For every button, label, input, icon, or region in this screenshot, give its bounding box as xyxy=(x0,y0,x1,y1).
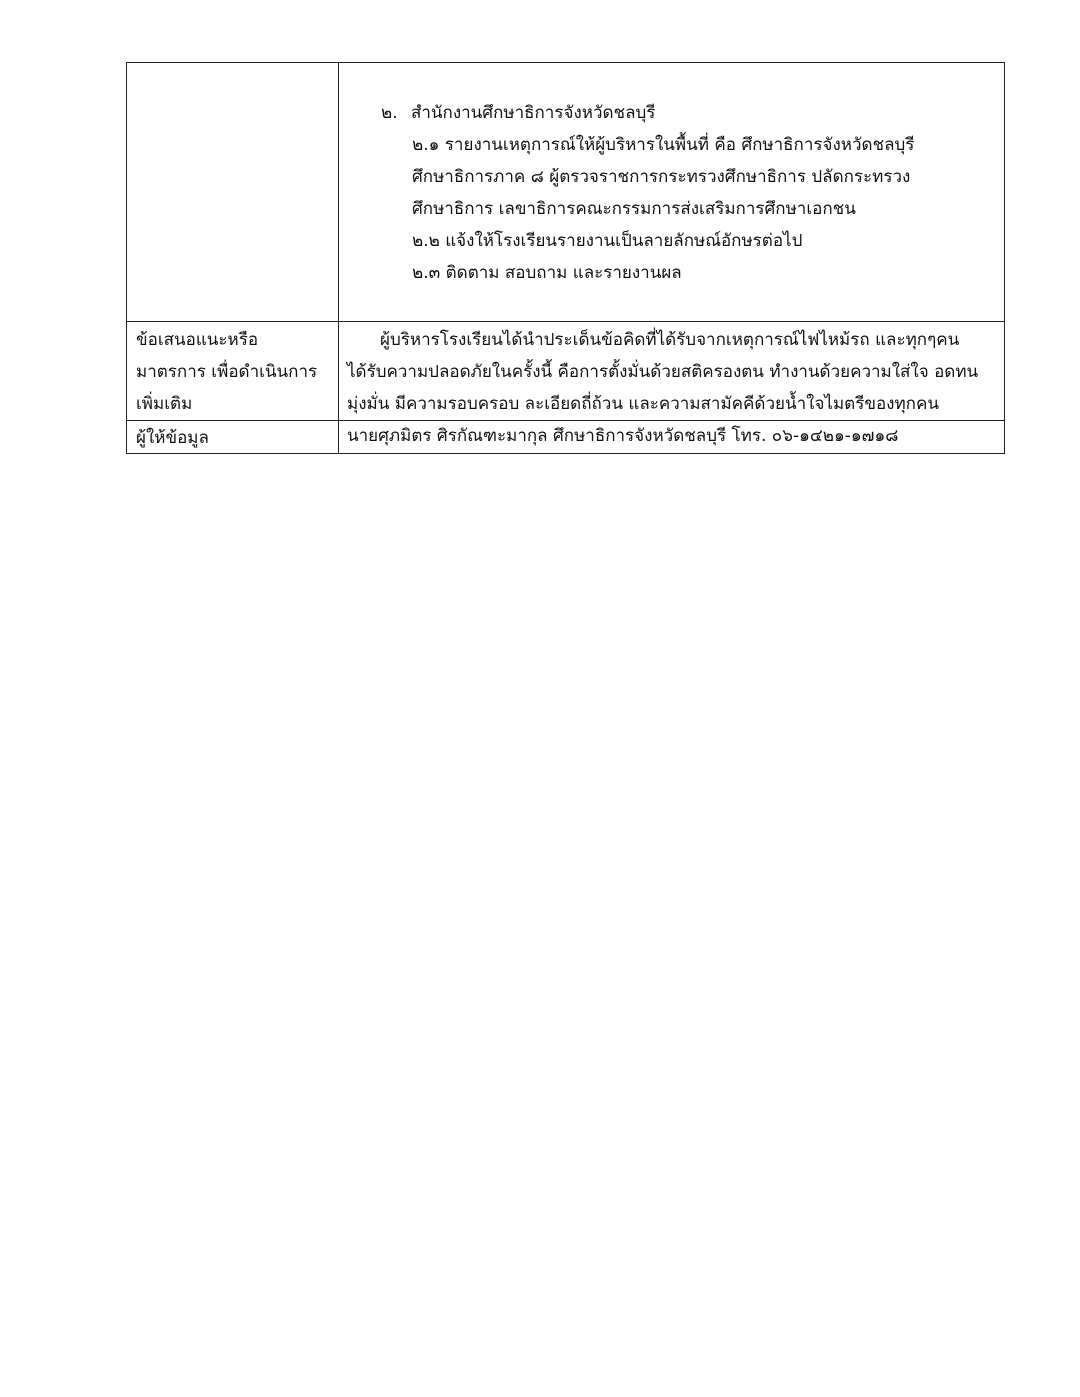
step-number: ๒. xyxy=(381,103,398,123)
empty-label-cell xyxy=(127,63,339,322)
step-line: ศึกษาธิการภาค ๘ ผู้ตรวจราชการกระทรวงศึกษาธิการ ปลัดกระทรวง xyxy=(412,167,911,187)
suggestion-text-line: ได้รับความปลอดภัยในครั้งนี้ คือการตั้งมั่นด้วยสติครองตน ทำงานด้วยความใส่ใจ อดทน xyxy=(347,362,979,382)
step-line: ๒.๒ แจ้งให้โรงเรียนรายงานเป็นลายลักษณ์อักษรต่อไป xyxy=(412,231,803,251)
step-heading xyxy=(347,97,996,129)
table-row-steps xyxy=(127,63,1005,322)
step-heading-text: สำนักงานศึกษาธิการจังหวัดชลบุรี xyxy=(411,103,656,123)
step-line: ๒.๓ ติดตาม สอบถาม และรายงานผล xyxy=(412,263,682,283)
step-line: ศึกษาธิการ เลขาธิการคณะกรรมการส่งเสริมการศึกษาเอกชน xyxy=(412,199,856,219)
contact-text: นายศุภมิตร ศิรกัณฑะมากุล ศึกษาธิการจังหวัดชลบุรี โทร. ๐๖-๑๔๒๑-๑๗๑๘ xyxy=(339,421,1005,454)
contact-label: ผู้ให้ข้อมูล xyxy=(127,421,339,454)
step-line: ๒.๑ รายงานเหตุการณ์ให้ผู้บริหารในพื้นที่ คือ ศึกษาธิการจังหวัดชลบุรี xyxy=(412,135,915,155)
suggestion-label-cell xyxy=(127,322,339,421)
suggestion-text-line: ผู้บริหารโรงเรียนได้นำประเด็นข้อคิดที่ได้รับจากเหตุการณ์ไฟไหม้รถ และทุกๆคน xyxy=(380,330,960,350)
table-row-contact xyxy=(127,421,1005,454)
suggestion-text-cell xyxy=(339,322,1005,421)
suggestion-text-line: มุ่งมั่น มีความรอบครอบ ละเอียดถี่ถ้วน และความสามัคคีด้วยน้ำใจไมตรีของทุกคน xyxy=(347,394,939,414)
document-table xyxy=(126,62,1005,454)
steps-cell xyxy=(339,63,1005,322)
suggestion-label-line: ข้อเสนอแนะหรือ xyxy=(136,330,259,350)
table-row-suggestion xyxy=(127,322,1005,421)
suggestion-label-line: เพิ่มเติม xyxy=(136,394,193,414)
suggestion-label-line: มาตรการ เพื่อดำเนินการ xyxy=(136,362,318,382)
